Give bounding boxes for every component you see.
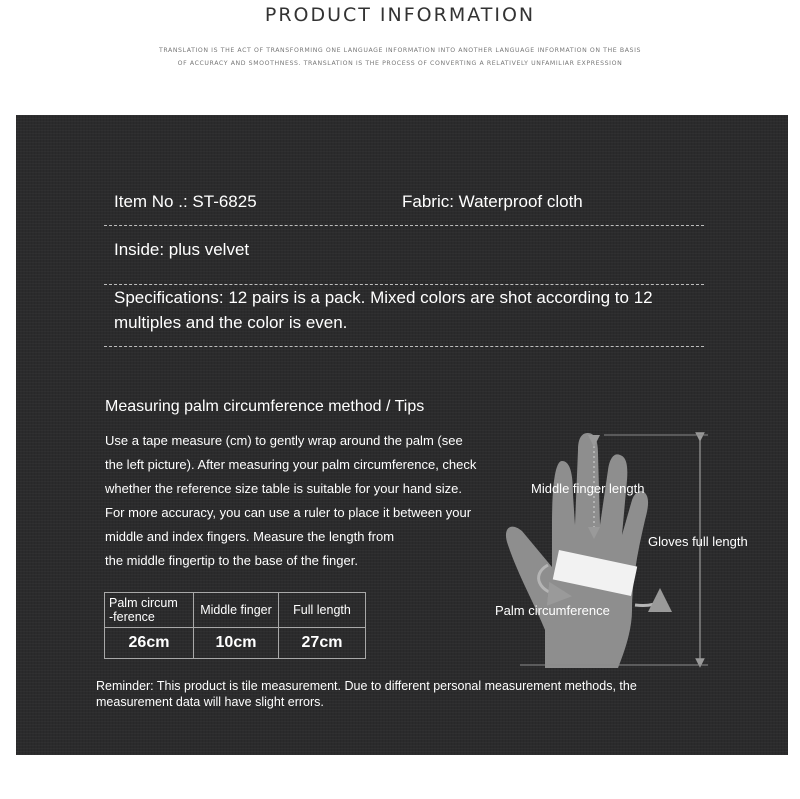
measuring-instructions: [105, 429, 515, 573]
palm-circumference-label: Palm circumference: [495, 603, 610, 618]
gloves-full-length-label: Gloves full length: [648, 534, 748, 549]
divider: [104, 346, 704, 347]
size-table-value: 10cm: [194, 628, 279, 659]
divider: [104, 284, 704, 285]
instruction-line: the left picture). After measuring your palm circumference, check: [105, 457, 477, 472]
hand-silhouette: [506, 433, 648, 668]
specifications-line-2: multiples and the color is even.: [114, 313, 348, 332]
hand-measurement-diagram: [500, 425, 790, 675]
header-subtitle-line-1: TRANSLATION IS THE ACT OF TRANSFORMING ONE LANGUAGE INFORMATION INTO ANOTHER LANGUAGE INFORMATION ON THE BASIS: [158, 47, 642, 54]
reminder-line: measurement data will have slight errors.: [96, 695, 324, 709]
reminder-note: [96, 678, 736, 710]
palm-wrap-arrow: [635, 600, 660, 606]
instruction-line: For more accuracy, you can use a ruler to place it between your: [105, 505, 472, 520]
size-table-header: Palm circum -ference: [105, 593, 194, 628]
specifications-line-1: Specifications: 12 pairs is a pack. Mixed colors are shot according to 12: [114, 288, 653, 307]
header-subtitle-line-2: OF ACCURACY AND SMOOTHNESS. TRANSLATION IS THE PROCESS OF CONVERTING A RELATIVELY UNFAMILIAR EXPRESSION: [177, 60, 623, 67]
middle-finger-length-label: Middle finger length: [531, 481, 645, 496]
page-title: PRODUCT INFORMATION: [264, 4, 536, 26]
size-table: [104, 592, 366, 659]
size-table-value: 26cm: [105, 628, 194, 659]
inside-material: Inside: plus velvet: [114, 240, 250, 259]
size-table-header: Middle finger: [194, 593, 279, 628]
instruction-line: middle and index fingers. Measure the length from: [105, 529, 395, 544]
divider: [104, 225, 704, 226]
instruction-line: Use a tape measure (cm) to gently wrap around the palm (see: [105, 433, 463, 448]
item-number: Item No .: ST-6825: [114, 192, 257, 211]
instruction-line: whether the reference size table is suitable for your hand size.: [105, 481, 462, 496]
size-table-value: 27cm: [279, 628, 366, 659]
instruction-line: the middle fingertip to the base of the finger.: [105, 553, 358, 568]
fabric: Fabric: Waterproof cloth: [402, 192, 583, 211]
reminder-line: Reminder: This product is tile measurement. Due to different personal measurement methods, the: [96, 679, 637, 693]
measuring-heading: Measuring palm circumference method / Tips: [105, 398, 425, 415]
size-table-header: Full length: [279, 593, 366, 628]
